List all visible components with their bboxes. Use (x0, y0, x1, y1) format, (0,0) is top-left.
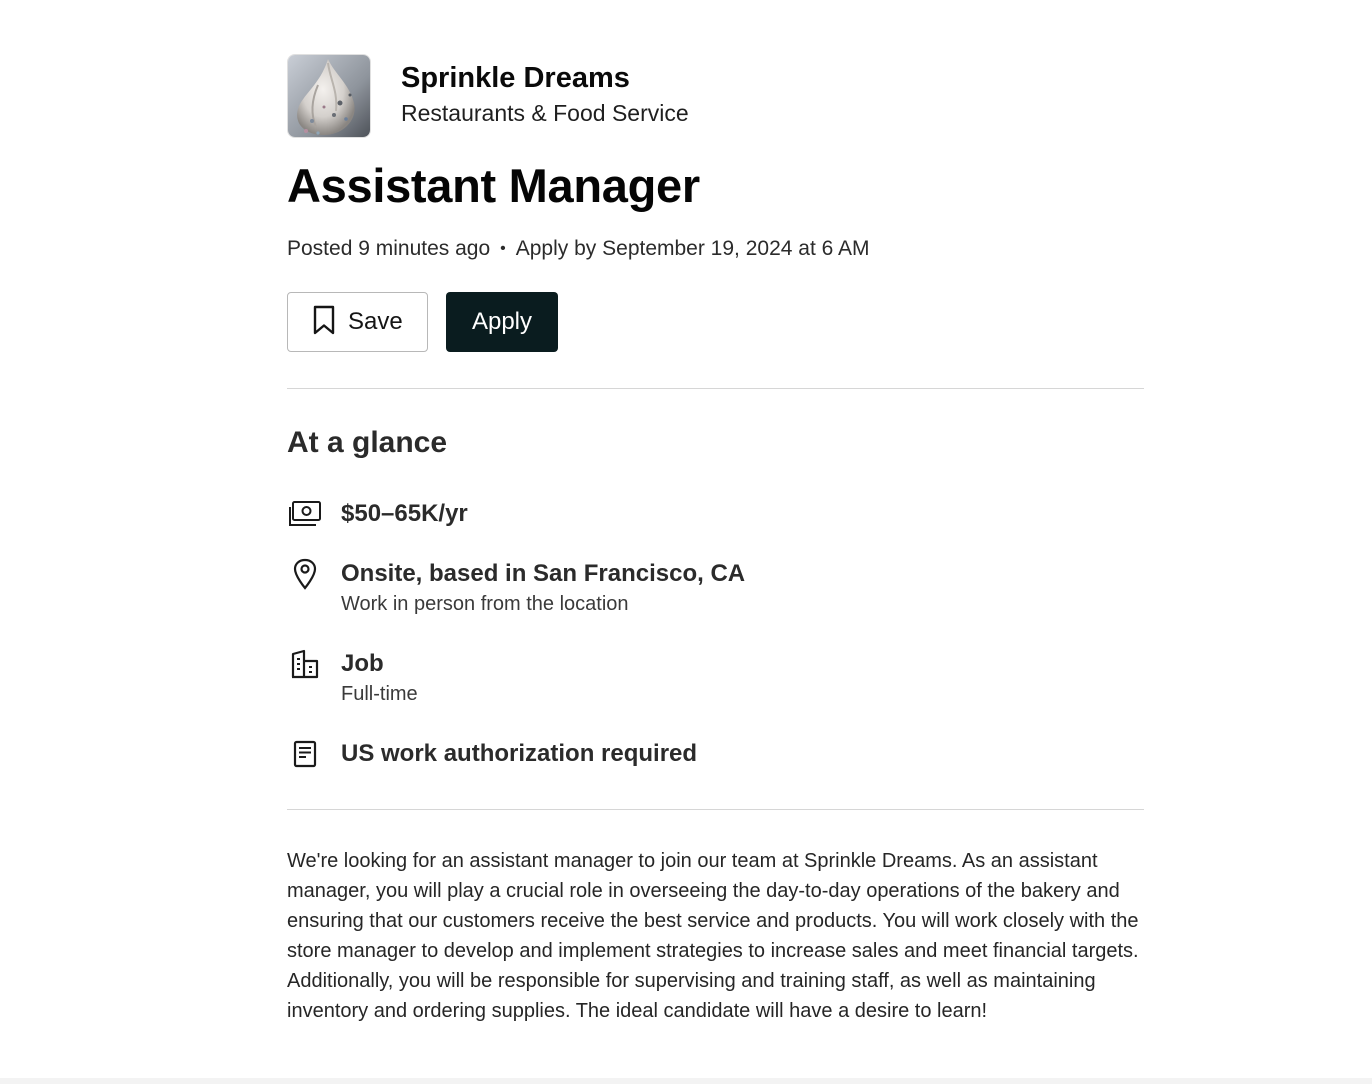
job-description: We're looking for an assistant manager to join our team at Sprinkle Dreams. As an assistant manager, you will play a crucial role in overseeing the day-to-day operations of the bakery and ensuring that our customers receive the best service and products. You will work closely with the store manager to develop and implement strategies to increase sales and meet financial targets. Additionally, you will be responsible for supervising and training staff, as well as maintaining inventory and ordering supplies. The ideal candidate will have a desire to learn! (287, 850, 1139, 1022)
job-type-title: Job (341, 650, 384, 677)
at-a-glance-heading: At a glance (287, 426, 448, 459)
bottom-edge (0, 1078, 1372, 1084)
glance-text (341, 646, 418, 709)
bookmark-icon (312, 305, 336, 340)
company-text (401, 54, 689, 129)
document-icon (287, 736, 323, 772)
building-icon (287, 646, 323, 682)
job-actions (287, 292, 558, 352)
glance-text (341, 556, 745, 619)
posted-time: Posted 9 minutes ago (287, 237, 491, 260)
save-button[interactable] (287, 292, 428, 352)
salary-range: $50–65K/yr (341, 500, 468, 527)
glance-text (341, 496, 468, 532)
company-industry: Restaurants & Food Service (401, 100, 689, 126)
job-title: Assistant Manager (287, 159, 700, 212)
glance-item-location (287, 556, 745, 619)
save-button-label: Save (348, 308, 403, 335)
company-header (287, 54, 689, 138)
company-logo[interactable] (287, 54, 371, 138)
glance-item-authorization (287, 736, 697, 772)
divider (287, 809, 1144, 810)
meringue-image (288, 55, 371, 138)
meta-separator: • (500, 240, 506, 257)
authorization-title: US work authorization required (341, 740, 698, 767)
divider (287, 388, 1144, 389)
glance-text (341, 736, 697, 772)
glance-item-job-type (287, 646, 418, 709)
company-name[interactable]: Sprinkle Dreams (401, 62, 630, 94)
glance-item-salary (287, 496, 468, 532)
apply-deadline: Apply by September 19, 2024 at 6 AM (515, 237, 870, 260)
location-subtitle: Work in person from the location (341, 593, 629, 615)
money-icon (287, 496, 323, 532)
apply-button[interactable]: Apply (446, 292, 558, 352)
location-pin-icon (287, 556, 323, 592)
job-meta (287, 234, 869, 264)
location-title: Onsite, based in San Francisco, CA (341, 560, 746, 587)
job-type-subtitle: Full-time (341, 683, 418, 705)
